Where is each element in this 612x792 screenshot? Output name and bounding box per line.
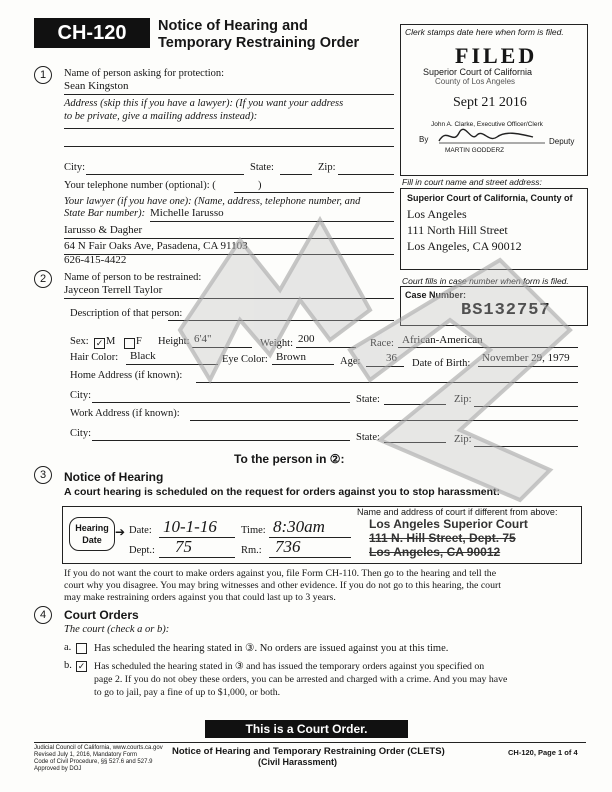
option-b-line1: Has scheduled the hearing stated in ③ and has issued the temporary orders against you specified on [94,661,485,672]
lawyer-name: Michelle Iarusso [150,207,224,219]
option-b-label: b. [64,660,72,671]
hearing-time-label: Time: [241,525,266,536]
title-line-2: Temporary Restraining Order [158,35,360,51]
work-address-label: Work Address (if known): [70,408,180,419]
court-address-line3: Los Angeles, CA 90012 [369,545,501,559]
sex-m-label: M [106,336,116,347]
r-home-city-label: City: [70,390,92,401]
hearing-date-badge [69,517,115,551]
footer-left-3: Code of Civil Procedure, §§ 527.6 and 527.9 [34,759,153,765]
stamp-court-line2: County of Los Angeles [435,77,516,86]
notice-of-hearing-title: Notice of Hearing [64,470,164,484]
lawyer-firm: Iarusso & Dagher [64,224,143,236]
stamp-deputy-label: Deputy [549,137,575,146]
court-address-line2: 111 N. Hill Street, Dept. 75 [369,531,516,545]
weight-value: 200 [298,333,315,345]
option-a-text: Has scheduled the hearing stated in ③. No orders are issued against you at this time. [94,643,449,654]
court-heading: Superior Court of California, County of [407,193,573,203]
form-title [158,18,359,52]
stamp-court-line1: Superior Court of California [423,67,533,77]
hearing-notice-line2: court why you disagree. You may bring witnesses and other evidence. If you do not go to this hearing, the court [64,580,501,591]
r-work-city-label: City: [70,428,92,439]
badge-arrow: ➔ [115,525,126,539]
hearing-date-value: 10-1-16 [163,517,217,536]
r-work-state-label: State: [356,432,380,443]
sex-label: Sex: [70,336,89,347]
p-zip-label: Zip: [318,162,336,173]
case-caption: Court fills in case number when form is filed. [402,276,569,286]
hearing-dept-label: Dept.: [129,545,155,556]
court-order-banner: This is a Court Order. [205,720,408,738]
footer-left-1: Judicial Council of California, www.courts.ca.gov [34,745,163,751]
hearing-notice-line1: If you do not want the court to make orders against you, file Form CH-110. Then go to the hearing and tell the [64,568,497,579]
hearing-room-value: 736 [275,537,301,556]
deputy-signature [437,125,547,147]
petitioner-name: Sean Kingston [64,80,129,92]
hearing-box [62,506,582,564]
description-label: Description of that person: [70,308,183,319]
form-id-badge: CH-120 [34,18,150,48]
court-street: 111 North Hill Street [407,223,508,237]
notice-subtitle: A court hearing is scheduled on the request for orders against you to stop harassment: [64,486,501,498]
footer-page: CH-120, Page 1 of 4 [508,748,578,757]
respondent-name-label: Name of person to be restrained: [64,272,202,283]
lawyer-phone: 626-415-4422 [64,254,127,266]
p-city-label: City: [64,162,86,173]
court-address-line1: Los Angeles Superior Court [369,517,528,531]
section-1-number: 1 [34,66,52,84]
to-person-heading: To the person in ②: [234,452,345,466]
option-b-checkbox: ✓ [77,661,86,671]
footer-title: Notice of Hearing and Temporary Restraining Order (CLETS) [172,746,445,757]
hearing-dept-value: 75 [175,537,192,556]
eye-value: Brown [276,351,306,363]
r-work-zip-label: Zip: [454,434,472,445]
case-number: BS132757 [461,301,551,320]
petitioner-name-label: Name of person asking for protection: [64,68,225,79]
court-address-label: Name and address of court if different from above: [357,507,558,517]
lawyer-label-1: Your lawyer (if you have one): (Name, address, telephone number, and [64,196,361,207]
height-value: 6'4" [194,333,212,345]
dob-value: November 29, 1979 [482,352,570,364]
address-label-2: to be private, give a mailing address instead): [64,111,258,122]
phone-paren: ) [258,180,262,191]
section-2-number: 2 [34,270,52,288]
footer-left [34,745,163,773]
p-state-label: State: [250,162,274,173]
option-a-checkbox [76,643,87,654]
filed-stamp: FILED [455,43,538,68]
hearing-room-label: Rm.: [241,545,262,556]
option-a-label: a. [64,642,72,653]
hearing-notice-text [64,568,501,604]
race-label: Race: [370,338,394,349]
phone-label: Your telephone number (optional): ( [64,180,216,191]
weight-label: Weight: [260,338,293,349]
age-value: 36 [386,352,397,364]
respondent-name: Jayceon Terrell Taylor [64,284,163,296]
option-b-line2: page 2. If you do not obey these orders, you can be arrested and charged with a crime. And you may have [94,674,508,685]
stamp-officer: John A. Clarke, Executive Officer/Clerk [431,121,543,128]
age-label: Age: [340,356,361,367]
address-label-1: Address (skip this if you have a lawyer): (If you want your address [64,98,344,109]
court-caption: Fill in court name and street address: [402,177,542,187]
clerk-stamp-box [400,24,588,176]
clerk-stamp-caption: Clerk stamps date here when form is filed. [405,27,564,37]
case-number-box [400,286,588,326]
footer-left-4: Approved by DOJ [34,766,82,772]
court-orders-title: Court Orders [64,608,139,622]
hearing-time-value: 8:30am [273,517,325,536]
court-county: Los Angeles [407,207,467,221]
option-b-text [94,660,507,699]
hearing-date-label: Date: [129,525,152,536]
r-home-zip-label: Zip: [454,394,472,405]
sex-m-checkbox: ✓ [95,338,104,348]
hearing-notice-line3: may make restraining orders against you that could last up to 3 years. [64,592,336,603]
sex-f-label: F [136,336,142,347]
stamp-by-label: By [419,135,429,144]
eye-label: Eye Color: [222,354,268,365]
badge-line-1: Hearing [75,523,109,533]
lawyer-label-2: State Bar number): [64,208,146,219]
footer-subtitle: (Civil Harassment) [258,757,338,767]
section-4-number: 4 [34,606,52,624]
court-name-box [400,188,588,270]
home-address-label: Home Address (if known): [70,370,183,381]
court-city: Los Angeles, CA 90012 [407,239,522,253]
r-home-state-label: State: [356,394,380,405]
height-label: Height: [158,336,190,347]
hair-label: Hair Color: [70,352,119,363]
court-orders-intro: The court (check a or b): [64,624,170,635]
badge-line-2: Date [82,535,102,545]
stamp-date: Sept 21 2016 [453,95,527,110]
lawyer-address: 64 N Fair Oaks Ave, Pasadena, CA 91103 [64,240,248,252]
footer-left-2: Revised July 1, 2016, Mandatory Form [34,752,138,758]
option-b-line3: to go to jail, pay a fine of up to $1,000, or both. [94,687,281,698]
sex-f-checkbox [124,338,135,349]
case-number-label: Case Number: [405,290,467,300]
hair-value: Black [130,350,156,362]
race-value: African-American [402,334,483,346]
title-line-1: Notice of Hearing and [158,18,308,34]
section-3-number: 3 [34,466,52,484]
stamp-deputy-name: MARTIN GODDERZ [445,147,505,154]
dob-label: Date of Birth: [412,358,471,369]
